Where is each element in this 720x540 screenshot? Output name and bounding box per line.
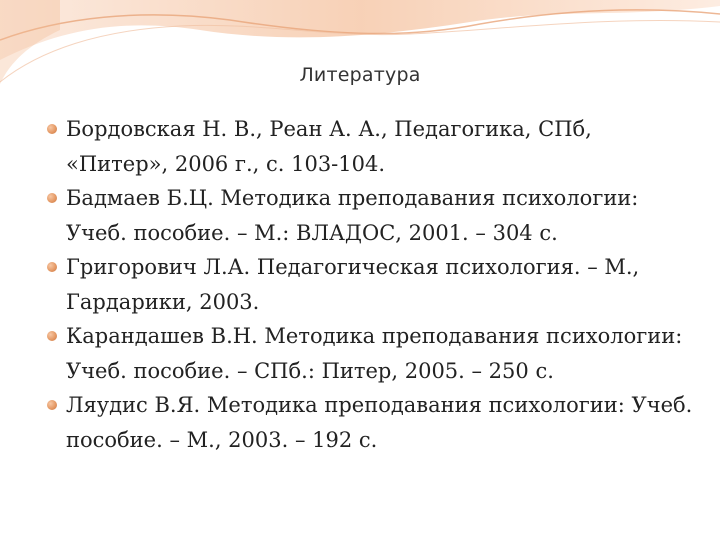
list-item: [44, 181, 694, 250]
slide-title: Литература: [299, 64, 421, 86]
bullet-icon: [47, 331, 57, 341]
reference-text: Карандашев В.Н. Методика преподавания психологии: Учеб. пособие. – СПб.: Питер, 2005. – 250 с.: [66, 324, 683, 383]
reference-text: Бордовская Н. В., Реан А. А., Педагогика, СПб, «Питер», 2006 г., с. 103-104.: [66, 117, 592, 176]
reference-text: Бадмаев Б.Ц. Методика преподавания психологии: Учеб. пособие. – М.: ВЛАДОС, 2001. – 304 с.: [66, 186, 639, 245]
reference-text: Григорович Л.А. Педагогическая психология. – М., Гардарики, 2003.: [66, 255, 640, 314]
list-item: [44, 319, 694, 388]
bullet-icon: [47, 124, 57, 134]
bullet-icon: [47, 400, 57, 410]
list-item: [44, 250, 694, 319]
list-item: [44, 388, 694, 457]
list-item: [44, 112, 694, 181]
bullet-icon: [47, 193, 57, 203]
bullet-icon: [47, 262, 57, 272]
reference-text: Ляудис В.Я. Методика преподавания психологии: Учеб. пособие. – М., 2003. – 192 с.: [66, 393, 693, 452]
reference-list: [44, 112, 694, 457]
